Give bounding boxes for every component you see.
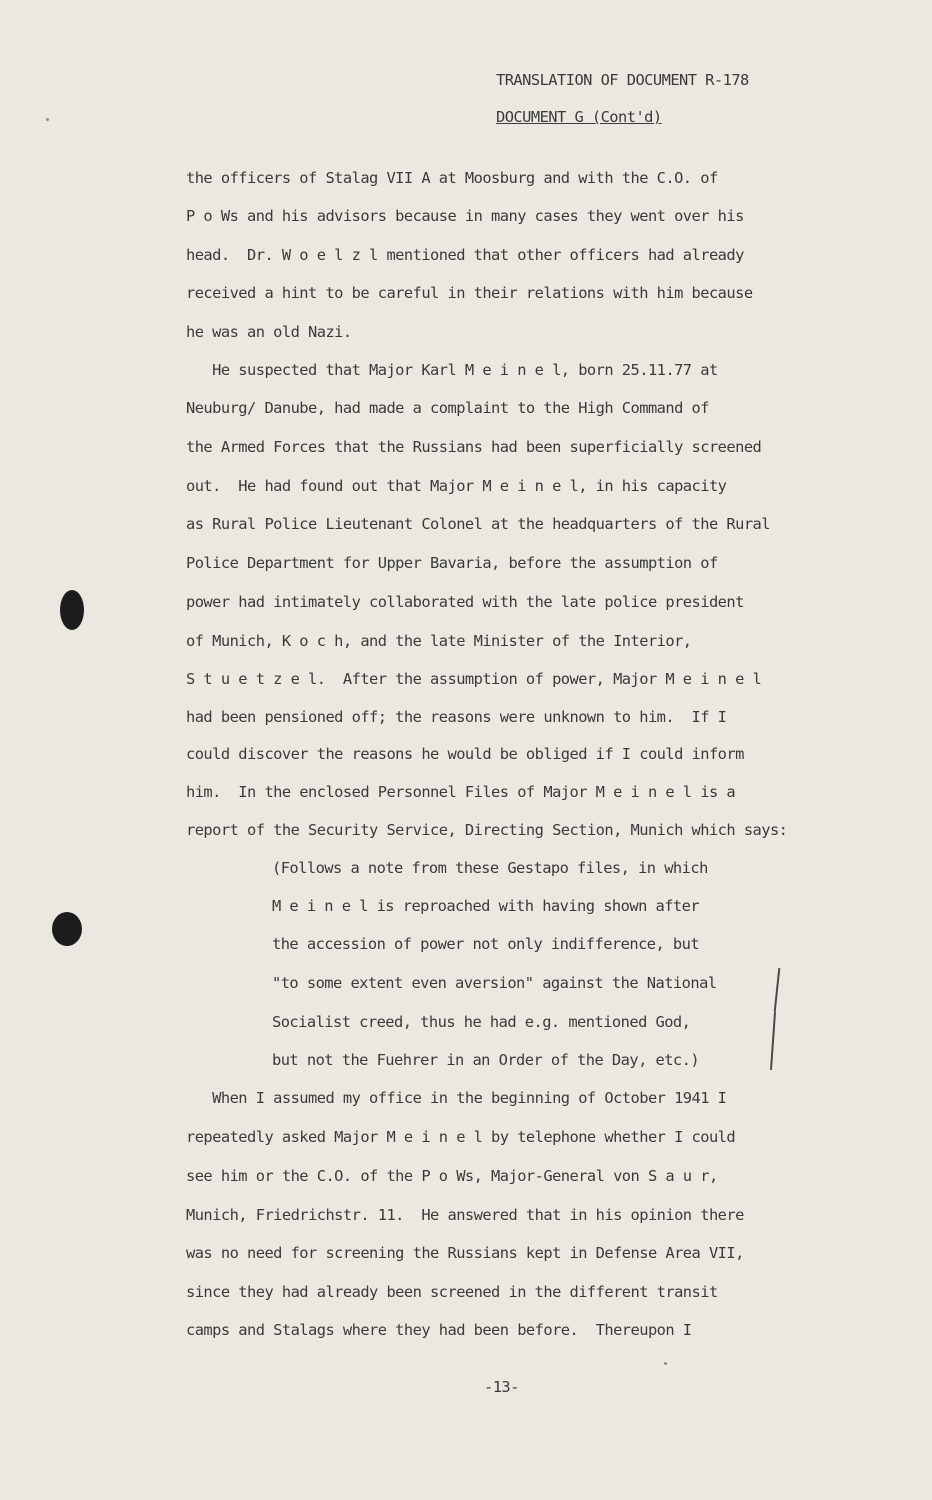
body-line: of Munich, K o c h, and the late Minister of the Interior, (186, 632, 692, 650)
body-line: received a hint to be careful in their relations with him because (186, 284, 753, 302)
punch-hole (52, 912, 82, 946)
body-line: report of the Security Service, Directing Section, Munich which says: (186, 821, 788, 839)
punch-hole (60, 590, 84, 630)
margin-mark (770, 1012, 776, 1070)
quote-line: Socialist creed, thus he had e.g. mentioned God, (272, 1013, 691, 1031)
body-line: He suspected that Major Karl M e i n e l, born 25.11.77 at (186, 361, 718, 379)
quote-line: (Follows a note from these Gestapo files, in which (272, 859, 708, 877)
body-line: out. He had found out that Major M e i n e l, in his capacity (186, 477, 727, 495)
document-label: DOCUMENT G (Cont'd) (496, 108, 662, 126)
body-line: since they had already been screened in the different transit (186, 1283, 718, 1301)
body-line: see him or the C.O. of the P o Ws, Major-General von S a u r, (186, 1167, 718, 1185)
quote-line: M e i n e l is reproached with having shown after (272, 897, 700, 915)
body-line: him. In the enclosed Personnel Files of Major M e i n e l is a (186, 783, 736, 801)
quote-line: "to some extent even aversion" against the National (272, 974, 717, 992)
body-line: the officers of Stalag VII A at Moosburg and with the C.O. of (186, 169, 718, 187)
body-line: Munich, Friedrichstr. 11. He answered that in his opinion there (186, 1206, 744, 1224)
body-line: the Armed Forces that the Russians had been superficially screened (186, 438, 762, 456)
body-line: S t u e t z e l. After the assumption of power, Major M e i n e l (186, 670, 762, 688)
body-line: head. Dr. W o e l z l mentioned that other officers had already (186, 246, 744, 264)
body-line: he was an old Nazi. (186, 323, 352, 341)
page-number: -13- (484, 1378, 519, 1396)
body-line: as Rural Police Lieutenant Colonel at the headquarters of the Rural (186, 515, 770, 533)
body-line: camps and Stalags where they had been before. Thereupon I (186, 1321, 692, 1339)
quote-line: the accession of power not only indifference, but (272, 935, 700, 953)
body-line: had been pensioned off; the reasons were unknown to him. If I (186, 708, 727, 726)
body-line: P o Ws and his advisors because in many cases they went over his (186, 207, 744, 225)
body-line: Neuburg/ Danube, had made a complaint to the High Command of (186, 399, 709, 417)
body-line: repeatedly asked Major M e i n e l by telephone whether I could (186, 1128, 736, 1146)
paper-speck (664, 1362, 667, 1365)
body-line: When I assumed my office in the beginning of October 1941 I (186, 1089, 727, 1107)
body-line: power had intimately collaborated with the late police president (186, 593, 744, 611)
quote-line: but not the Fuehrer in an Order of the Day, etc.) (272, 1051, 700, 1069)
body-line: Police Department for Upper Bavaria, before the assumption of (186, 554, 718, 572)
paper-speck (46, 118, 49, 121)
body-line: was no need for screening the Russians kept in Defense Area VII, (186, 1244, 744, 1262)
translation-title: TRANSLATION OF DOCUMENT R-178 (496, 71, 749, 89)
margin-mark (774, 968, 781, 1012)
body-line: could discover the reasons he would be obliged if I could inform (186, 745, 744, 763)
